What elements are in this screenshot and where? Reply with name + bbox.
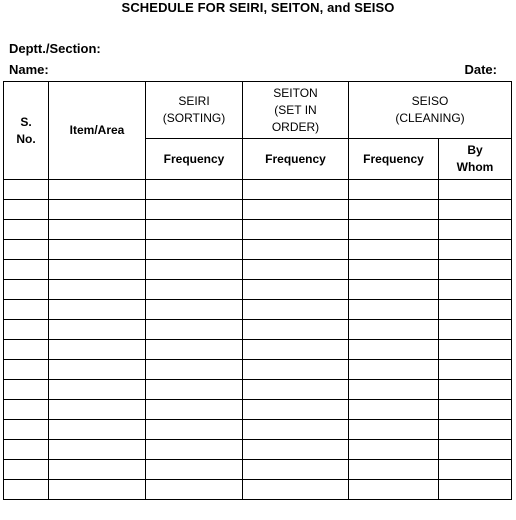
table-row [4, 420, 512, 440]
sno-cell[interactable] [4, 380, 49, 400]
item-area-cell[interactable] [49, 260, 146, 280]
table-row [4, 400, 512, 420]
table-row [4, 220, 512, 240]
seiso-frequency-cell[interactable] [349, 420, 439, 440]
sno-cell[interactable] [4, 200, 49, 220]
seiri-frequency-cell[interactable] [146, 360, 243, 380]
item-area-cell[interactable] [49, 320, 146, 340]
seiri-frequency-cell[interactable] [146, 220, 243, 240]
seiso-frequency-cell[interactable] [349, 180, 439, 200]
sno-cell[interactable] [4, 320, 49, 340]
table-row [4, 240, 512, 260]
seiton-frequency-cell[interactable] [243, 400, 349, 420]
sno-cell[interactable] [4, 340, 49, 360]
seiso-frequency-cell[interactable] [349, 440, 439, 460]
seiri-frequency-cell[interactable] [146, 400, 243, 420]
table-row [4, 360, 512, 380]
name-label: Name: [9, 62, 49, 77]
sno-header-line1: S. [20, 114, 32, 129]
item-area-cell[interactable] [49, 480, 146, 500]
by-whom-cell[interactable] [439, 460, 512, 480]
seiso-frequency-cell[interactable] [349, 320, 439, 340]
item-area-cell[interactable] [49, 360, 146, 380]
header-row-main [4, 82, 512, 139]
by-whom-cell[interactable] [439, 380, 512, 400]
seiri-frequency-header: Frequency [146, 139, 243, 180]
item-area-cell[interactable] [49, 200, 146, 220]
item-area-header: Item/Area [49, 82, 146, 180]
by-whom-cell[interactable] [439, 280, 512, 300]
seiso-frequency-cell[interactable] [349, 340, 439, 360]
seiton-frequency-cell[interactable] [243, 420, 349, 440]
by-whom-cell[interactable] [439, 260, 512, 280]
table-row [4, 320, 512, 340]
seiri-frequency-cell[interactable] [146, 260, 243, 280]
seiri-frequency-cell[interactable] [146, 480, 243, 500]
table-row [4, 300, 512, 320]
seiri-frequency-cell[interactable] [146, 240, 243, 260]
item-area-cell[interactable] [49, 460, 146, 480]
seiri-frequency-cell[interactable] [146, 320, 243, 340]
by-whom-cell[interactable] [439, 480, 512, 500]
seiso-frequency-cell[interactable] [349, 380, 439, 400]
by-whom-header [439, 139, 512, 180]
by-whom-line1: By [467, 143, 483, 157]
table-row [4, 480, 512, 500]
by-whom-cell[interactable] [439, 400, 512, 420]
seiso-frequency-cell[interactable] [349, 400, 439, 420]
seiton-frequency-header: Frequency [243, 139, 349, 180]
seiso-frequency-cell[interactable] [349, 240, 439, 260]
seiso-header [349, 82, 512, 139]
seiton-frequency-cell[interactable] [243, 440, 349, 460]
seiso-header-line2: (CLEANING) [395, 111, 465, 125]
item-area-cell[interactable] [49, 280, 146, 300]
seiton-frequency-cell[interactable] [243, 220, 349, 240]
by-whom-cell[interactable] [439, 300, 512, 320]
seiso-frequency-header: Frequency [349, 139, 439, 180]
sno-header [4, 82, 49, 180]
by-whom-cell[interactable] [439, 440, 512, 460]
page-title: SCHEDULE FOR SEIRI, SEITON, and SEISO [121, 0, 395, 15]
seiton-frequency-cell[interactable] [243, 480, 349, 500]
by-whom-cell[interactable] [439, 420, 512, 440]
seiso-frequency-cell[interactable] [349, 360, 439, 380]
seiton-frequency-cell[interactable] [243, 300, 349, 320]
sno-cell[interactable] [4, 240, 49, 260]
seiton-frequency-cell[interactable] [243, 260, 349, 280]
by-whom-cell[interactable] [439, 360, 512, 380]
by-whom-cell[interactable] [439, 200, 512, 220]
seiton-header-line2: (SET IN [274, 102, 317, 117]
sno-cell[interactable] [4, 220, 49, 240]
seiton-frequency-cell[interactable] [243, 380, 349, 400]
seiri-frequency-cell[interactable] [146, 300, 243, 320]
seiso-frequency-cell[interactable] [349, 460, 439, 480]
sno-cell[interactable] [4, 480, 49, 500]
table-row [4, 460, 512, 480]
table-row [4, 260, 512, 280]
item-area-cell[interactable] [49, 180, 146, 200]
by-whom-cell[interactable] [439, 220, 512, 240]
by-whom-line2: Whom [456, 160, 494, 174]
seiton-frequency-cell[interactable] [243, 180, 349, 200]
seiri-frequency-cell[interactable] [146, 200, 243, 220]
seiri-frequency-cell[interactable] [146, 180, 243, 200]
schedule-table [3, 81, 512, 500]
sno-cell[interactable] [4, 420, 49, 440]
seiso-frequency-cell[interactable] [349, 480, 439, 500]
seiri-header [146, 82, 243, 139]
seiri-frequency-cell[interactable] [146, 460, 243, 480]
sno-cell[interactable] [4, 360, 49, 380]
sno-cell[interactable] [4, 260, 49, 280]
table-row [4, 200, 512, 220]
seiton-frequency-cell[interactable] [243, 460, 349, 480]
item-area-cell[interactable] [49, 300, 146, 320]
seiso-header-line1: SEISO [411, 94, 449, 108]
table-row [4, 280, 512, 300]
seiton-frequency-cell[interactable] [243, 320, 349, 340]
seiton-header-line1: SEITON [273, 85, 318, 100]
by-whom-cell[interactable] [439, 340, 512, 360]
sno-cell[interactable] [4, 180, 49, 200]
sno-cell[interactable] [4, 440, 49, 460]
by-whom-cell[interactable] [439, 240, 512, 260]
seiton-frequency-cell[interactable] [243, 340, 349, 360]
item-area-cell[interactable] [49, 380, 146, 400]
table-row [4, 180, 512, 200]
item-area-cell[interactable] [49, 240, 146, 260]
table-row [4, 340, 512, 360]
sno-cell[interactable] [4, 460, 49, 480]
seiri-header-line2: (SORTING) [162, 111, 226, 125]
seiton-header [243, 82, 349, 139]
sno-cell[interactable] [4, 400, 49, 420]
date-label: Date: [464, 62, 497, 77]
by-whom-cell[interactable] [439, 180, 512, 200]
sno-cell[interactable] [4, 280, 49, 300]
item-area-cell[interactable] [49, 440, 146, 460]
seiri-frequency-cell[interactable] [146, 440, 243, 460]
department-section-label: Deptt./Section: [9, 41, 101, 56]
seiri-frequency-cell[interactable] [146, 340, 243, 360]
seiri-frequency-cell[interactable] [146, 280, 243, 300]
sno-header-line2: No. [16, 131, 36, 146]
seiri-frequency-cell[interactable] [146, 380, 243, 400]
seiso-frequency-cell[interactable] [349, 220, 439, 240]
seiton-frequency-cell[interactable] [243, 200, 349, 220]
table-row [4, 440, 512, 460]
seiso-frequency-cell[interactable] [349, 200, 439, 220]
seiton-frequency-cell[interactable] [243, 360, 349, 380]
item-area-cell[interactable] [49, 400, 146, 420]
seiso-frequency-cell[interactable] [349, 280, 439, 300]
seiso-frequency-cell[interactable] [349, 260, 439, 280]
item-area-cell[interactable] [49, 340, 146, 360]
sno-cell[interactable] [4, 300, 49, 320]
seiton-frequency-cell[interactable] [243, 280, 349, 300]
table-row [4, 380, 512, 400]
by-whom-cell[interactable] [439, 320, 512, 340]
seiton-header-line3: ORDER) [271, 119, 320, 134]
seiri-header-line1: SEIRI [178, 94, 210, 108]
item-area-cell[interactable] [49, 420, 146, 440]
seiri-frequency-cell[interactable] [146, 420, 243, 440]
item-area-cell[interactable] [49, 220, 146, 240]
seiso-frequency-cell[interactable] [349, 300, 439, 320]
seiton-frequency-cell[interactable] [243, 240, 349, 260]
